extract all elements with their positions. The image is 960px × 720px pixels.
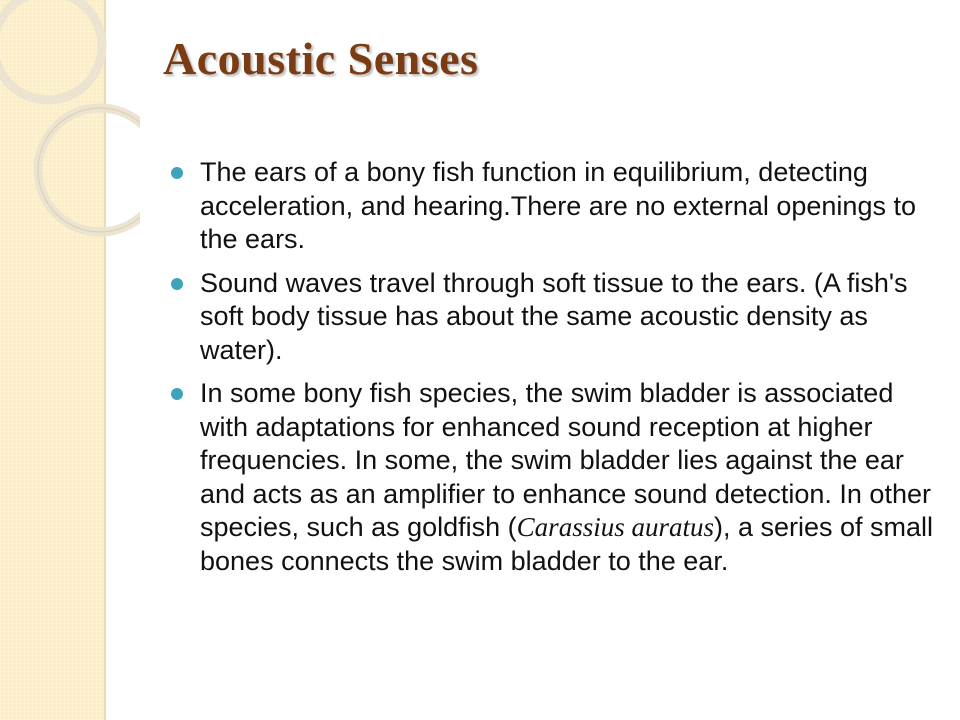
bullet-item bbox=[168, 156, 938, 257]
bullet-dot-icon bbox=[171, 278, 183, 290]
decorative-circles bbox=[0, 0, 140, 240]
bullet-list bbox=[168, 156, 938, 588]
bullet-text-start: In some bony fish species, the swim bladder is associated with adaptations for enhanced sound reception at higher frequencies. In some, the swim bladder lies against the ear and acts as an amplifier to enhance sound detection. In other species, such as goldfish ( bbox=[200, 378, 931, 542]
bullet-text-end: ), a series of small bones connects the swim bladder to the ear. bbox=[200, 512, 934, 576]
bullet-item bbox=[168, 377, 938, 578]
bullet-dot-icon bbox=[171, 167, 183, 179]
bullet-item bbox=[168, 267, 938, 368]
slide-title: Acoustic Senses bbox=[163, 33, 479, 84]
bullet-text: Sound waves travel through soft tissue to the ears. (A fish's soft body tissue has about the same acoustic density as water). bbox=[200, 267, 908, 365]
bullet-dot-icon bbox=[171, 388, 183, 400]
bullet-text: The ears of a bony fish function in equilibrium, detecting acceleration, and hearing.There are no external openings to the ears. bbox=[200, 157, 916, 254]
species-name-italic: Carassius auratus bbox=[516, 512, 714, 542]
